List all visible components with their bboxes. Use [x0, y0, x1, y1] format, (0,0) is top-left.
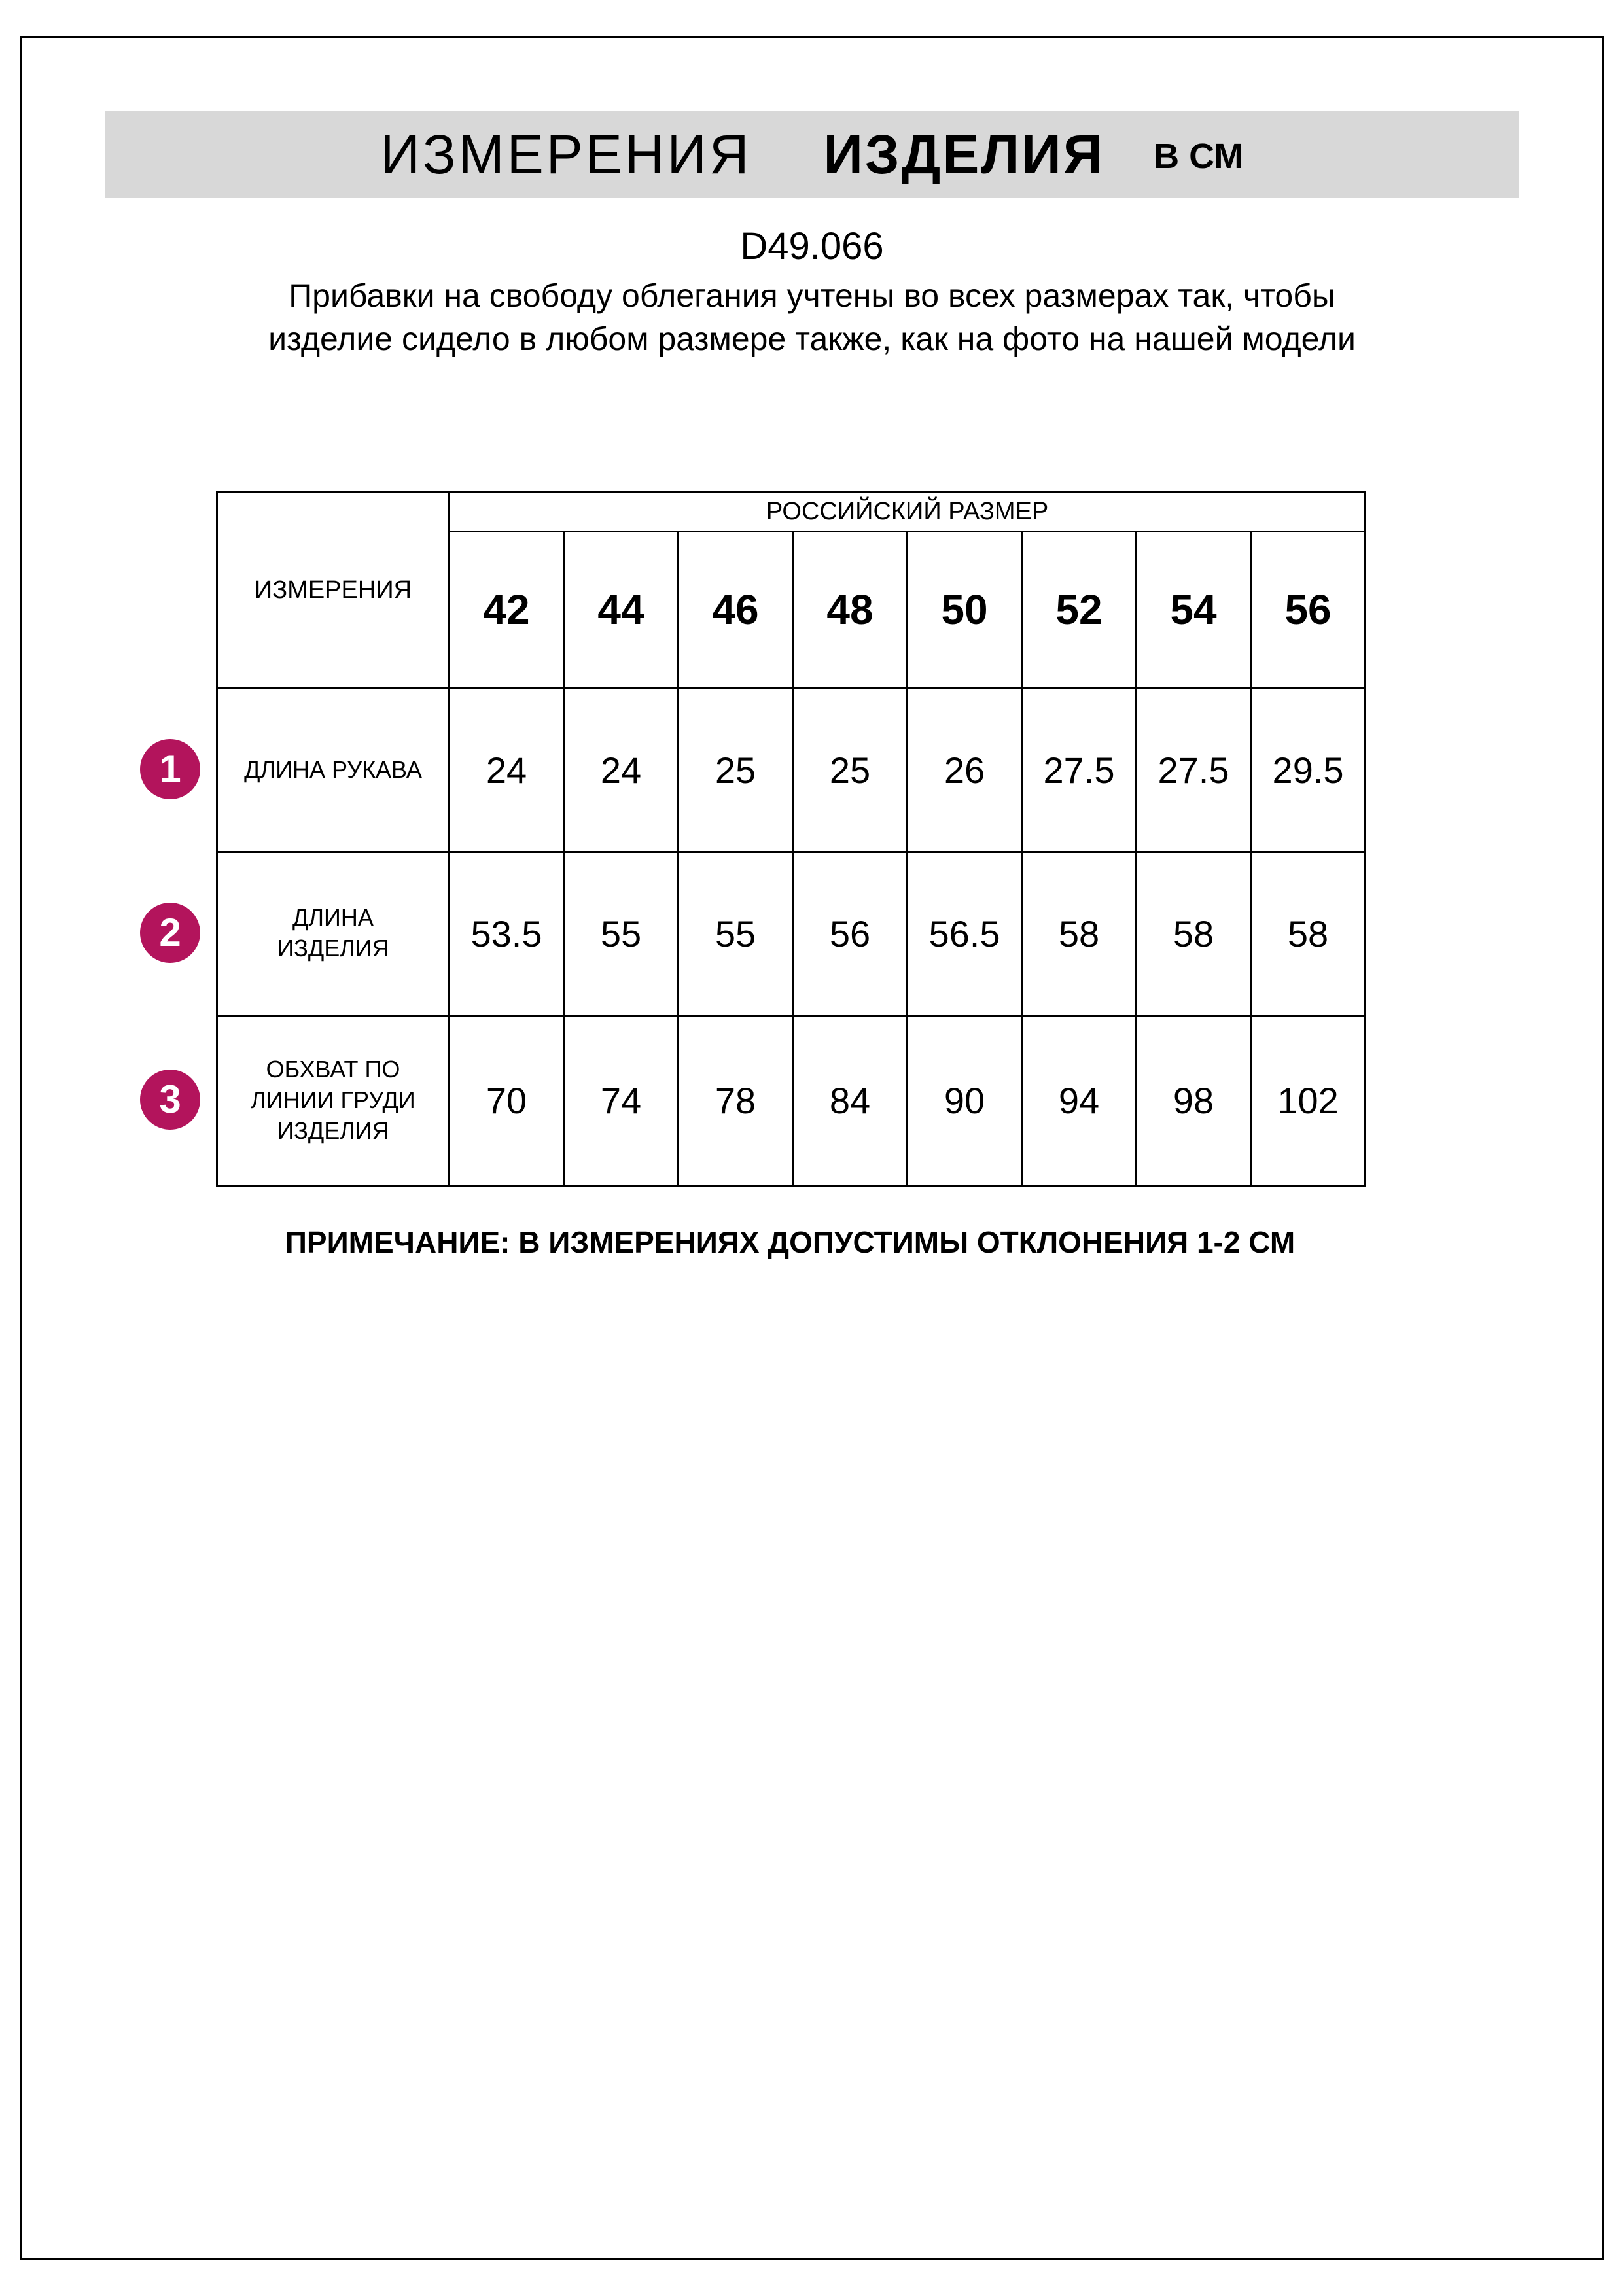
measurement-value: 78 — [679, 1015, 793, 1185]
row-number-badge-2: 2 — [140, 903, 200, 963]
size-header: 46 — [679, 531, 793, 688]
measurement-value: 24 — [450, 688, 564, 852]
measurement-value: 94 — [1022, 1015, 1137, 1185]
size-header: 44 — [564, 531, 679, 688]
measurement-value: 25 — [679, 688, 793, 852]
measurement-value: 58 — [1022, 852, 1137, 1015]
size-header: 48 — [793, 531, 908, 688]
measurement-value: 70 — [450, 1015, 564, 1185]
measurement-value: 90 — [908, 1015, 1022, 1185]
size-header: 54 — [1137, 531, 1251, 688]
table-row-sleeve-length — [217, 688, 1366, 852]
size-header: 52 — [1022, 531, 1137, 688]
row-number-badge-1: 1 — [140, 739, 200, 799]
measurement-value: 84 — [793, 1015, 908, 1185]
table-area — [0, 491, 1624, 1260]
measurement-value: 56.5 — [908, 852, 1022, 1015]
measurement-value: 58 — [1137, 852, 1251, 1015]
measurement-value: 55 — [564, 852, 679, 1015]
title-measurements: ИЗМЕРЕНИЯ — [380, 123, 752, 185]
title-unit-cm: В СМ — [1154, 137, 1244, 176]
header-bar — [105, 111, 1519, 198]
row-label: ОБХВАТ ПО ЛИНИИ ГРУДИ ИЗДЕЛИЯ — [217, 1015, 450, 1185]
article-number: D49.066 — [740, 225, 884, 268]
size-table — [216, 491, 1366, 1187]
measurement-value: 25 — [793, 688, 908, 852]
description-text: Прибавки на свободу облегания учтены во всех размерах так, чтобы изделие сидело в любом размере также, как на фото на нашей модели — [268, 277, 1356, 357]
size-header: 56 — [1251, 531, 1366, 688]
size-group-row — [217, 492, 1366, 531]
size-header: 50 — [908, 531, 1022, 688]
row-label: ДЛИНА ИЗДЕЛИЯ — [217, 852, 450, 1015]
measurement-value: 98 — [1137, 1015, 1251, 1185]
table-row-chest-girth — [217, 1015, 1366, 1185]
corner-header: ИЗМЕРЕНИЯ — [217, 492, 450, 688]
measurement-value: 29.5 — [1251, 688, 1366, 852]
table-row-product-length — [217, 852, 1366, 1015]
title-product: ИЗДЕЛИЯ — [823, 123, 1105, 185]
measurement-value: 27.5 — [1137, 688, 1251, 852]
row-label: ДЛИНА РУКАВА — [217, 688, 450, 852]
measurement-value: 24 — [564, 688, 679, 852]
measurement-value: 26 — [908, 688, 1022, 852]
measurement-value: 56 — [793, 852, 908, 1015]
size-header: 42 — [450, 531, 564, 688]
measurement-value: 53.5 — [450, 852, 564, 1015]
measurement-value: 74 — [564, 1015, 679, 1185]
row-number-badge-3: 3 — [140, 1070, 200, 1130]
measurement-value: 102 — [1251, 1015, 1366, 1185]
measurement-value: 58 — [1251, 852, 1366, 1015]
measurement-value: 55 — [679, 852, 793, 1015]
size-group-header: РОССИЙСКИЙ РАЗМЕР — [450, 492, 1366, 531]
note-text: ПРИМЕЧАНИЕ: В ИЗМЕРЕНИЯХ ДОПУСТИМЫ ОТКЛОНЕНИЯ 1-2 СМ — [285, 1225, 1296, 1259]
measurement-value: 27.5 — [1022, 688, 1137, 852]
